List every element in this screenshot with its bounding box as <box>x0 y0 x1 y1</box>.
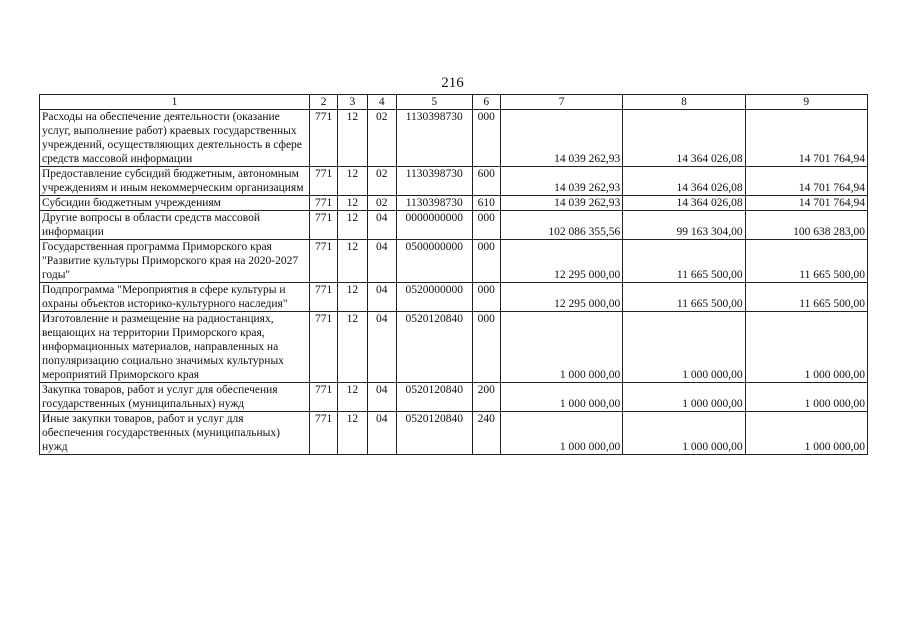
amount-year1-cell: 1 000 000,00 <box>500 383 622 412</box>
expense-type-cell: 000 <box>472 283 500 312</box>
page-number: 216 <box>441 75 464 91</box>
row-name-cell: Расходы на обеспечение деятельности (оказание услуг, выполнение работ) краевых государственных учреждений, осуществляющих деятельность в сфере средств массовой информации <box>40 110 310 167</box>
table-row <box>40 412 868 455</box>
target-article-cell: 0520120840 <box>396 412 472 455</box>
amount-year2-cell: 11 665 500,00 <box>623 283 745 312</box>
row-name-cell: Изготовление и размещение на радиостанциях, вещающих на территории Приморского края, информационных материалов, направленных на популяризацию социально значимых культурных мероприятий Приморского края <box>40 312 310 383</box>
amount-year3-cell: 11 665 500,00 <box>745 283 867 312</box>
target-article-cell: 0000000000 <box>396 211 472 240</box>
amount-year2-cell: 11 665 500,00 <box>623 240 745 283</box>
row-name-cell: Предоставление субсидий бюджетным, автономным учреждениям и иным некоммерческим организациям <box>40 167 310 196</box>
subsection-code-cell: 04 <box>367 383 396 412</box>
subsection-code-cell: 04 <box>367 312 396 383</box>
section-code-cell: 12 <box>338 383 367 412</box>
amount-year2-cell: 1 000 000,00 <box>623 412 745 455</box>
budget-table <box>39 94 868 455</box>
subsection-code-cell: 02 <box>367 167 396 196</box>
table-row <box>40 110 868 167</box>
subsection-code-cell: 04 <box>367 412 396 455</box>
ved-code-cell: 771 <box>309 412 337 455</box>
ved-code-cell: 771 <box>309 211 337 240</box>
amount-year1-cell: 14 039 262,93 <box>500 196 622 211</box>
amount-year1-cell: 14 039 262,93 <box>500 110 622 167</box>
table-row <box>40 211 868 240</box>
row-name-cell: Другие вопросы в области средств массовой информации <box>40 211 310 240</box>
amount-year1-cell: 1 000 000,00 <box>500 412 622 455</box>
amount-year2-cell: 1 000 000,00 <box>623 383 745 412</box>
expense-type-cell: 000 <box>472 110 500 167</box>
subsection-code-cell: 04 <box>367 283 396 312</box>
amount-year2-cell: 14 364 026,08 <box>623 110 745 167</box>
amount-year3-cell: 14 701 764,94 <box>745 110 867 167</box>
expense-type-cell: 240 <box>472 412 500 455</box>
row-name-cell: Иные закупки товаров, работ и услуг для обеспечения государственных (муниципальных) нужд <box>40 412 310 455</box>
expense-type-cell: 610 <box>472 196 500 211</box>
row-name-cell: Государственная программа Приморского края "Развитие культуры Приморского края на 2020-2027 годы" <box>40 240 310 283</box>
expense-type-cell: 000 <box>472 240 500 283</box>
header-cell: 9 <box>745 95 867 110</box>
amount-year3-cell: 11 665 500,00 <box>745 240 867 283</box>
amount-year2-cell: 14 364 026,08 <box>623 196 745 211</box>
ved-code-cell: 771 <box>309 312 337 383</box>
row-name-cell: Закупка товаров, работ и услуг для обеспечения государственных (муниципальных) нужд <box>40 383 310 412</box>
section-code-cell: 12 <box>338 240 367 283</box>
section-code-cell: 12 <box>338 283 367 312</box>
subsection-code-cell: 02 <box>367 196 396 211</box>
subsection-code-cell: 04 <box>367 240 396 283</box>
header-cell: 8 <box>623 95 745 110</box>
amount-year2-cell: 1 000 000,00 <box>623 312 745 383</box>
header-row <box>40 95 868 110</box>
row-name-cell: Субсидии бюджетным учреждениям <box>40 196 310 211</box>
ved-code-cell: 771 <box>309 383 337 412</box>
target-article-cell: 0520120840 <box>396 312 472 383</box>
amount-year3-cell: 14 701 764,94 <box>745 167 867 196</box>
section-code-cell: 12 <box>338 196 367 211</box>
table-body <box>40 110 868 455</box>
subsection-code-cell: 04 <box>367 211 396 240</box>
target-article-cell: 1130398730 <box>396 196 472 211</box>
table-row <box>40 283 868 312</box>
ved-code-cell: 771 <box>309 110 337 167</box>
amount-year1-cell: 14 039 262,93 <box>500 167 622 196</box>
expense-type-cell: 600 <box>472 167 500 196</box>
amount-year1-cell: 12 295 000,00 <box>500 283 622 312</box>
table-row <box>40 167 868 196</box>
target-article-cell: 0520000000 <box>396 283 472 312</box>
target-article-cell: 1130398730 <box>396 167 472 196</box>
amount-year3-cell: 1 000 000,00 <box>745 312 867 383</box>
header-cell: 1 <box>40 95 310 110</box>
amount-year3-cell: 100 638 283,00 <box>745 211 867 240</box>
amount-year2-cell: 14 364 026,08 <box>623 167 745 196</box>
amount-year3-cell: 14 701 764,94 <box>745 196 867 211</box>
section-code-cell: 12 <box>338 312 367 383</box>
ved-code-cell: 771 <box>309 196 337 211</box>
section-code-cell: 12 <box>338 412 367 455</box>
header-cell: 2 <box>309 95 337 110</box>
target-article-cell: 1130398730 <box>396 110 472 167</box>
header-cell: 4 <box>367 95 396 110</box>
table-row <box>40 383 868 412</box>
header-cell: 3 <box>338 95 367 110</box>
table-row <box>40 312 868 383</box>
ved-code-cell: 771 <box>309 167 337 196</box>
subsection-code-cell: 02 <box>367 110 396 167</box>
amount-year3-cell: 1 000 000,00 <box>745 412 867 455</box>
header-cell: 7 <box>500 95 622 110</box>
table-row <box>40 240 868 283</box>
ved-code-cell: 771 <box>309 283 337 312</box>
section-code-cell: 12 <box>338 110 367 167</box>
ved-code-cell: 771 <box>309 240 337 283</box>
amount-year1-cell: 12 295 000,00 <box>500 240 622 283</box>
amount-year1-cell: 102 086 355,56 <box>500 211 622 240</box>
expense-type-cell: 000 <box>472 312 500 383</box>
expense-type-cell: 000 <box>472 211 500 240</box>
expense-type-cell: 200 <box>472 383 500 412</box>
row-name-cell: Подпрограмма "Мероприятия в сфере культуры и охраны объектов историко-культурного наследия" <box>40 283 310 312</box>
amount-year2-cell: 99 163 304,00 <box>623 211 745 240</box>
target-article-cell: 0520120840 <box>396 383 472 412</box>
section-code-cell: 12 <box>338 167 367 196</box>
target-article-cell: 0500000000 <box>396 240 472 283</box>
amount-year1-cell: 1 000 000,00 <box>500 312 622 383</box>
amount-year3-cell: 1 000 000,00 <box>745 383 867 412</box>
header-cell: 6 <box>472 95 500 110</box>
header-cell: 5 <box>396 95 472 110</box>
section-code-cell: 12 <box>338 211 367 240</box>
table-row <box>40 196 868 211</box>
